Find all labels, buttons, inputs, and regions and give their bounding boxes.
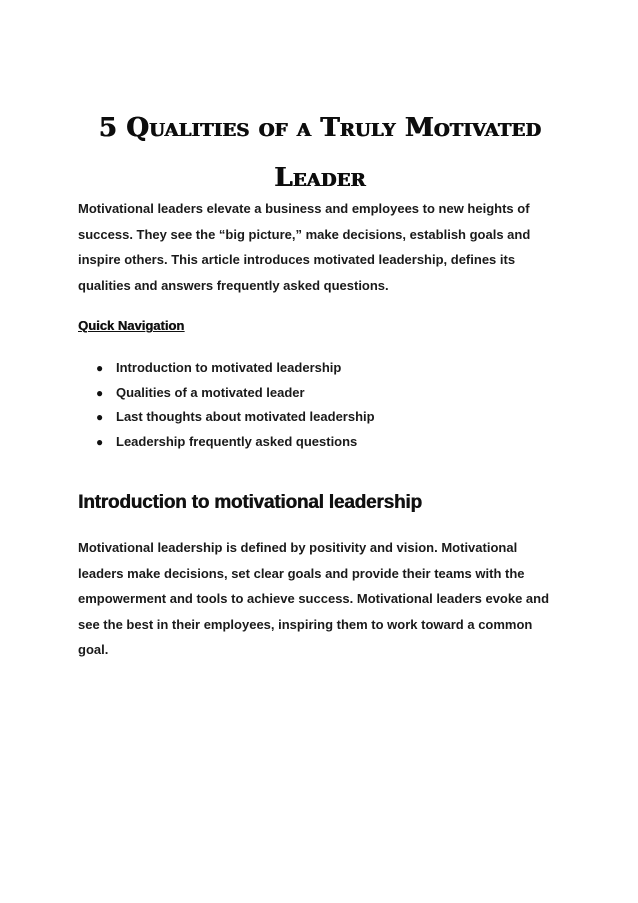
nav-item-label: Last thoughts about motivated leadership (116, 409, 375, 424)
nav-item-faq[interactable] (78, 430, 558, 455)
intro-paragraph: Motivational leaders elevate a business and employees to new heights of success. They see the “big picture,” make decisions, establish goals and inspire others. This article introduces motivated leadership, defines its qualities and answers frequently asked questions. (78, 201, 531, 293)
bullet-icon: ● (96, 361, 104, 375)
section-heading: Introduction to motivational leadership (78, 492, 422, 513)
nav-item-label: Introduction to motivated leadership (116, 360, 342, 375)
page-title: 5 Qualities of a Truly Motivated Leader (98, 113, 542, 194)
bullet-icon: ● (96, 385, 104, 400)
quick-navigation-heading: Quick Navigation (78, 318, 185, 333)
nav-item-qualities[interactable] (78, 381, 558, 406)
nav-item-label: Leadership frequently asked questions (116, 433, 358, 449)
nav-item-introduction[interactable] (78, 356, 558, 381)
section-paragraph: Motivational leadership is defined by positivity and vision. Motivational leaders make decisions, set clear goals and provide their teams with the empowerment and tools to achieve success. Motivational leaders evoke and see the best in their employees, inspiring them to work toward a common goal. (78, 540, 550, 658)
bullet-icon: ● (96, 410, 104, 424)
nav-item-last-thoughts[interactable] (78, 405, 558, 430)
quick-navigation-list (78, 356, 558, 454)
bullet-icon: ● (96, 434, 104, 449)
nav-item-label: Qualities of a motivated leader (116, 384, 305, 400)
